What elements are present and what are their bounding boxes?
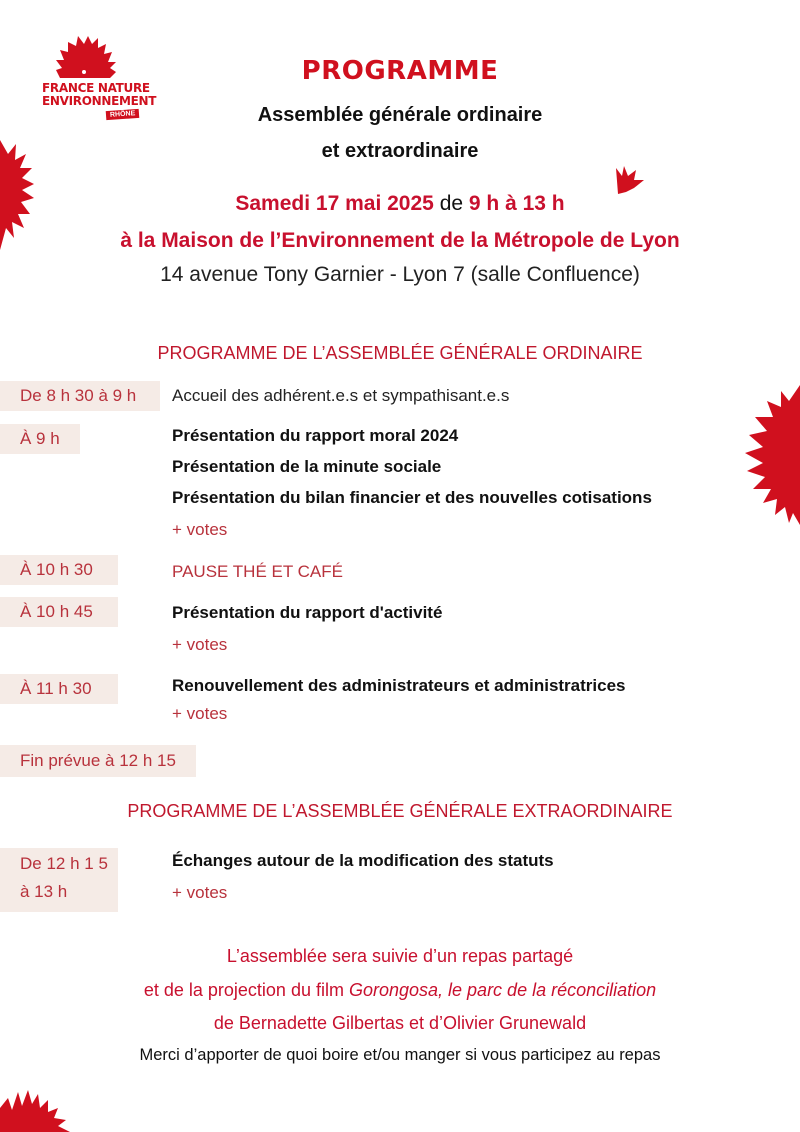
agenda-item: Présentation de la minute sociale	[172, 457, 442, 476]
small-spike-icon	[614, 166, 648, 194]
event-place: à la Maison de l’Environnement de la Métropole de Lyon	[120, 229, 680, 252]
spike-decoration-right-icon	[745, 385, 800, 525]
footer-line4: Merci d’apporter de quoi boire et/ou manger si vous participez au repas	[139, 1046, 661, 1064]
votes-note: + votes	[172, 883, 228, 902]
end-time-label: Fin prévue à 12 h 15	[0, 745, 196, 777]
footer-line3: de Bernadette Gilbertas et d’Olivier Grunewald	[213, 1013, 587, 1033]
spike-decoration-bottom-icon	[0, 1088, 72, 1132]
agenda-item: Accueil des adhérent.e.s et sympathisant.e.s	[172, 386, 510, 405]
logo-line2: ENVIRONNEMENT	[42, 94, 157, 108]
subtitle-line2: et extraordinaire	[321, 140, 479, 162]
votes-note: + votes	[172, 635, 228, 654]
agenda-item: Renouvellement des administrateurs et administratrices	[172, 676, 626, 695]
footer-line2-prefix: et de la projection du film	[143, 980, 349, 1000]
section-title-ordinary: PROGRAMME DE L’ASSEMBLÉE GÉNÉRALE ORDINAIRE	[157, 343, 643, 363]
time-label: À 9 h	[0, 424, 80, 454]
time-label: De 8 h 30 à 9 h	[0, 381, 160, 411]
subtitle-line1: Assemblée générale ordinaire	[257, 104, 543, 126]
votes-note: + votes	[172, 704, 228, 723]
time-label: À 11 h 30	[0, 674, 118, 704]
agenda-item: Présentation du rapport moral 2024	[172, 426, 459, 445]
logo-line1: FRANCE NATURE	[42, 81, 150, 95]
date-line	[0, 192, 800, 216]
time-label-box	[0, 848, 118, 912]
section-title-extraordinary: PROGRAMME DE L’ASSEMBLÉE GÉNÉRALE EXTRAORDINAIRE	[127, 801, 673, 821]
page-title: PROGRAMME	[301, 56, 499, 86]
agenda-item: Présentation du rapport d'activité	[172, 603, 443, 622]
event-date: Samedi 17 mai 2025	[235, 192, 434, 215]
time-label-line2: à 13 h	[20, 882, 68, 901]
time-label: À 10 h 45	[0, 597, 118, 627]
footer-line2	[0, 980, 800, 1001]
film-title: Gorongosa, le parc de la réconciliation	[348, 980, 657, 1000]
logo-badge: RHÔNE	[106, 109, 140, 120]
votes-note: + votes	[172, 520, 228, 539]
event-time-range: 9 h à 13 h	[468, 192, 565, 215]
footer-line1: L’assemblée sera suivie d’un repas partagé	[226, 946, 574, 966]
agenda-item: Présentation du bilan financier et des nouvelles cotisations	[172, 488, 652, 507]
event-address: 14 avenue Tony Garnier - Lyon 7 (salle Confluence)	[160, 263, 640, 286]
time-label-line1: De 12 h 1 5	[20, 854, 108, 873]
agenda-item: PAUSE THÉ ET CAFÉ	[172, 562, 343, 581]
date-connector: de	[439, 192, 464, 215]
agenda-item: Échanges autour de la modification des statuts	[172, 851, 554, 870]
time-label: À 10 h 30	[0, 555, 118, 585]
